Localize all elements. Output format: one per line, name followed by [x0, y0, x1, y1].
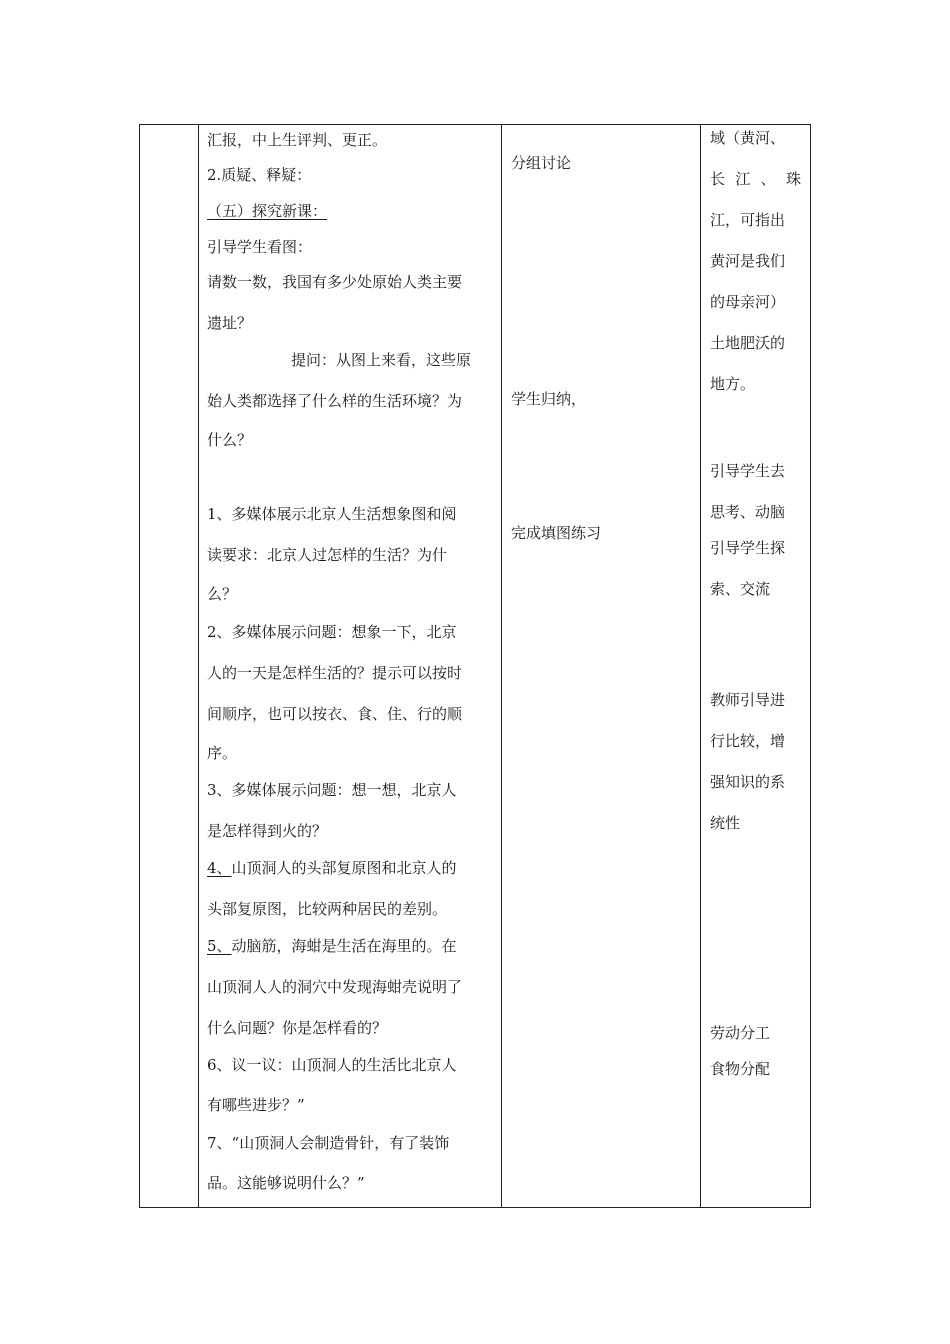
- activity-line: 3、多媒体展示问题：想一想，北京人: [207, 781, 457, 799]
- note-line: 食物分配: [710, 1060, 771, 1078]
- activity-line: 序。: [207, 744, 238, 762]
- note-line: 行比较，增: [710, 732, 786, 750]
- note-line: 索、交流: [710, 580, 771, 598]
- activity-text: 山顶洞人的头部复原图和北京人的: [231, 859, 457, 877]
- table-border-left: [139, 124, 140, 1208]
- student-activity: 分组讨论: [511, 154, 572, 172]
- note-line: 强知识的系: [710, 773, 786, 791]
- activity-line: [207, 858, 457, 878]
- column-divider: [501, 124, 502, 1208]
- note-line: 教师引导进: [710, 691, 786, 709]
- note-line: 劳动分工: [710, 1024, 771, 1042]
- activity-line: 是怎样得到火的？: [207, 822, 328, 840]
- note-char: 长: [710, 170, 726, 188]
- activity-line: 有哪些进步？”: [207, 1096, 305, 1114]
- activity-line: 头部复原图，比较两种居民的差别。: [207, 900, 448, 918]
- activity-line: 提问：从图上来看，这些原: [291, 351, 472, 369]
- activity-line: [207, 936, 457, 956]
- activity-line: 2.质疑、释疑：: [207, 166, 312, 184]
- note-line: 地方。: [710, 375, 756, 393]
- note-line: 江，可指出: [710, 211, 786, 229]
- column-divider: [700, 124, 701, 1208]
- note-line: 统性: [710, 814, 741, 832]
- lesson-plan-table: [139, 124, 811, 1208]
- section-heading: （五）探究新课：: [207, 202, 328, 220]
- activity-text: 动脑筋，海蚶是生活在海里的。在: [231, 937, 457, 955]
- activity-line: 2、多媒体展示问题：想象一下，北京: [207, 623, 457, 641]
- activity-line: 引导学生看图：: [207, 238, 313, 256]
- activity-line: 山顶洞人人的洞穴中发现海蚶壳说明了: [207, 978, 463, 996]
- activity-line: 汇报，中上生评判、更正。: [207, 131, 388, 149]
- note-char: 、: [760, 170, 776, 188]
- item-number: 4、: [207, 859, 232, 877]
- activity-line: 品。这能够说明什么？”: [207, 1174, 365, 1192]
- note-line: 的母亲河）: [710, 293, 786, 311]
- note-line: 引导学生去: [710, 462, 786, 480]
- activity-line: 读要求：北京人过怎样的生活？为什: [207, 546, 448, 564]
- activity-line: 么？: [207, 585, 238, 603]
- activity-line: 6、议一议：山顶洞人的生活比北京人: [207, 1056, 457, 1074]
- activity-line: 1、多媒体展示北京人生活想象图和阅: [207, 505, 457, 523]
- column-divider: [198, 124, 199, 1208]
- note-line: 引导学生探: [710, 539, 786, 557]
- note-line: 域（黄河、: [710, 129, 786, 147]
- student-activity: 学生归纳，: [511, 390, 587, 408]
- activity-line: 请数一数，我国有多少处原始人类主要: [207, 273, 463, 291]
- note-char: 江: [735, 170, 751, 188]
- activity-line: 什么问题？你是怎样看的？: [207, 1019, 388, 1037]
- student-activity: 完成填图练习: [511, 524, 602, 542]
- activity-line: 7、“山顶洞人会制造骨针，有了装饰: [207, 1134, 450, 1152]
- activity-line: 间顺序，也可以按衣、食、住、行的顺: [207, 705, 463, 723]
- table-border-right: [810, 124, 811, 1208]
- activity-line: 遗址？: [207, 314, 253, 332]
- activity-line: 始人类都选择了什么样的生活环境？为: [207, 392, 463, 410]
- note-line: 思考、动脑: [710, 503, 786, 521]
- note-line: 土地肥沃的: [710, 334, 786, 352]
- note-char: 珠: [785, 170, 801, 188]
- item-number: 5、: [207, 937, 232, 955]
- activity-line: 什么？: [207, 431, 253, 449]
- note-line: [710, 169, 801, 189]
- table-border-top: [139, 124, 811, 125]
- table-border-bottom: [139, 1207, 811, 1208]
- note-line: 黄河是我们: [710, 252, 786, 270]
- activity-line: 人的一天是怎样生活的？提示可以按时: [207, 664, 463, 682]
